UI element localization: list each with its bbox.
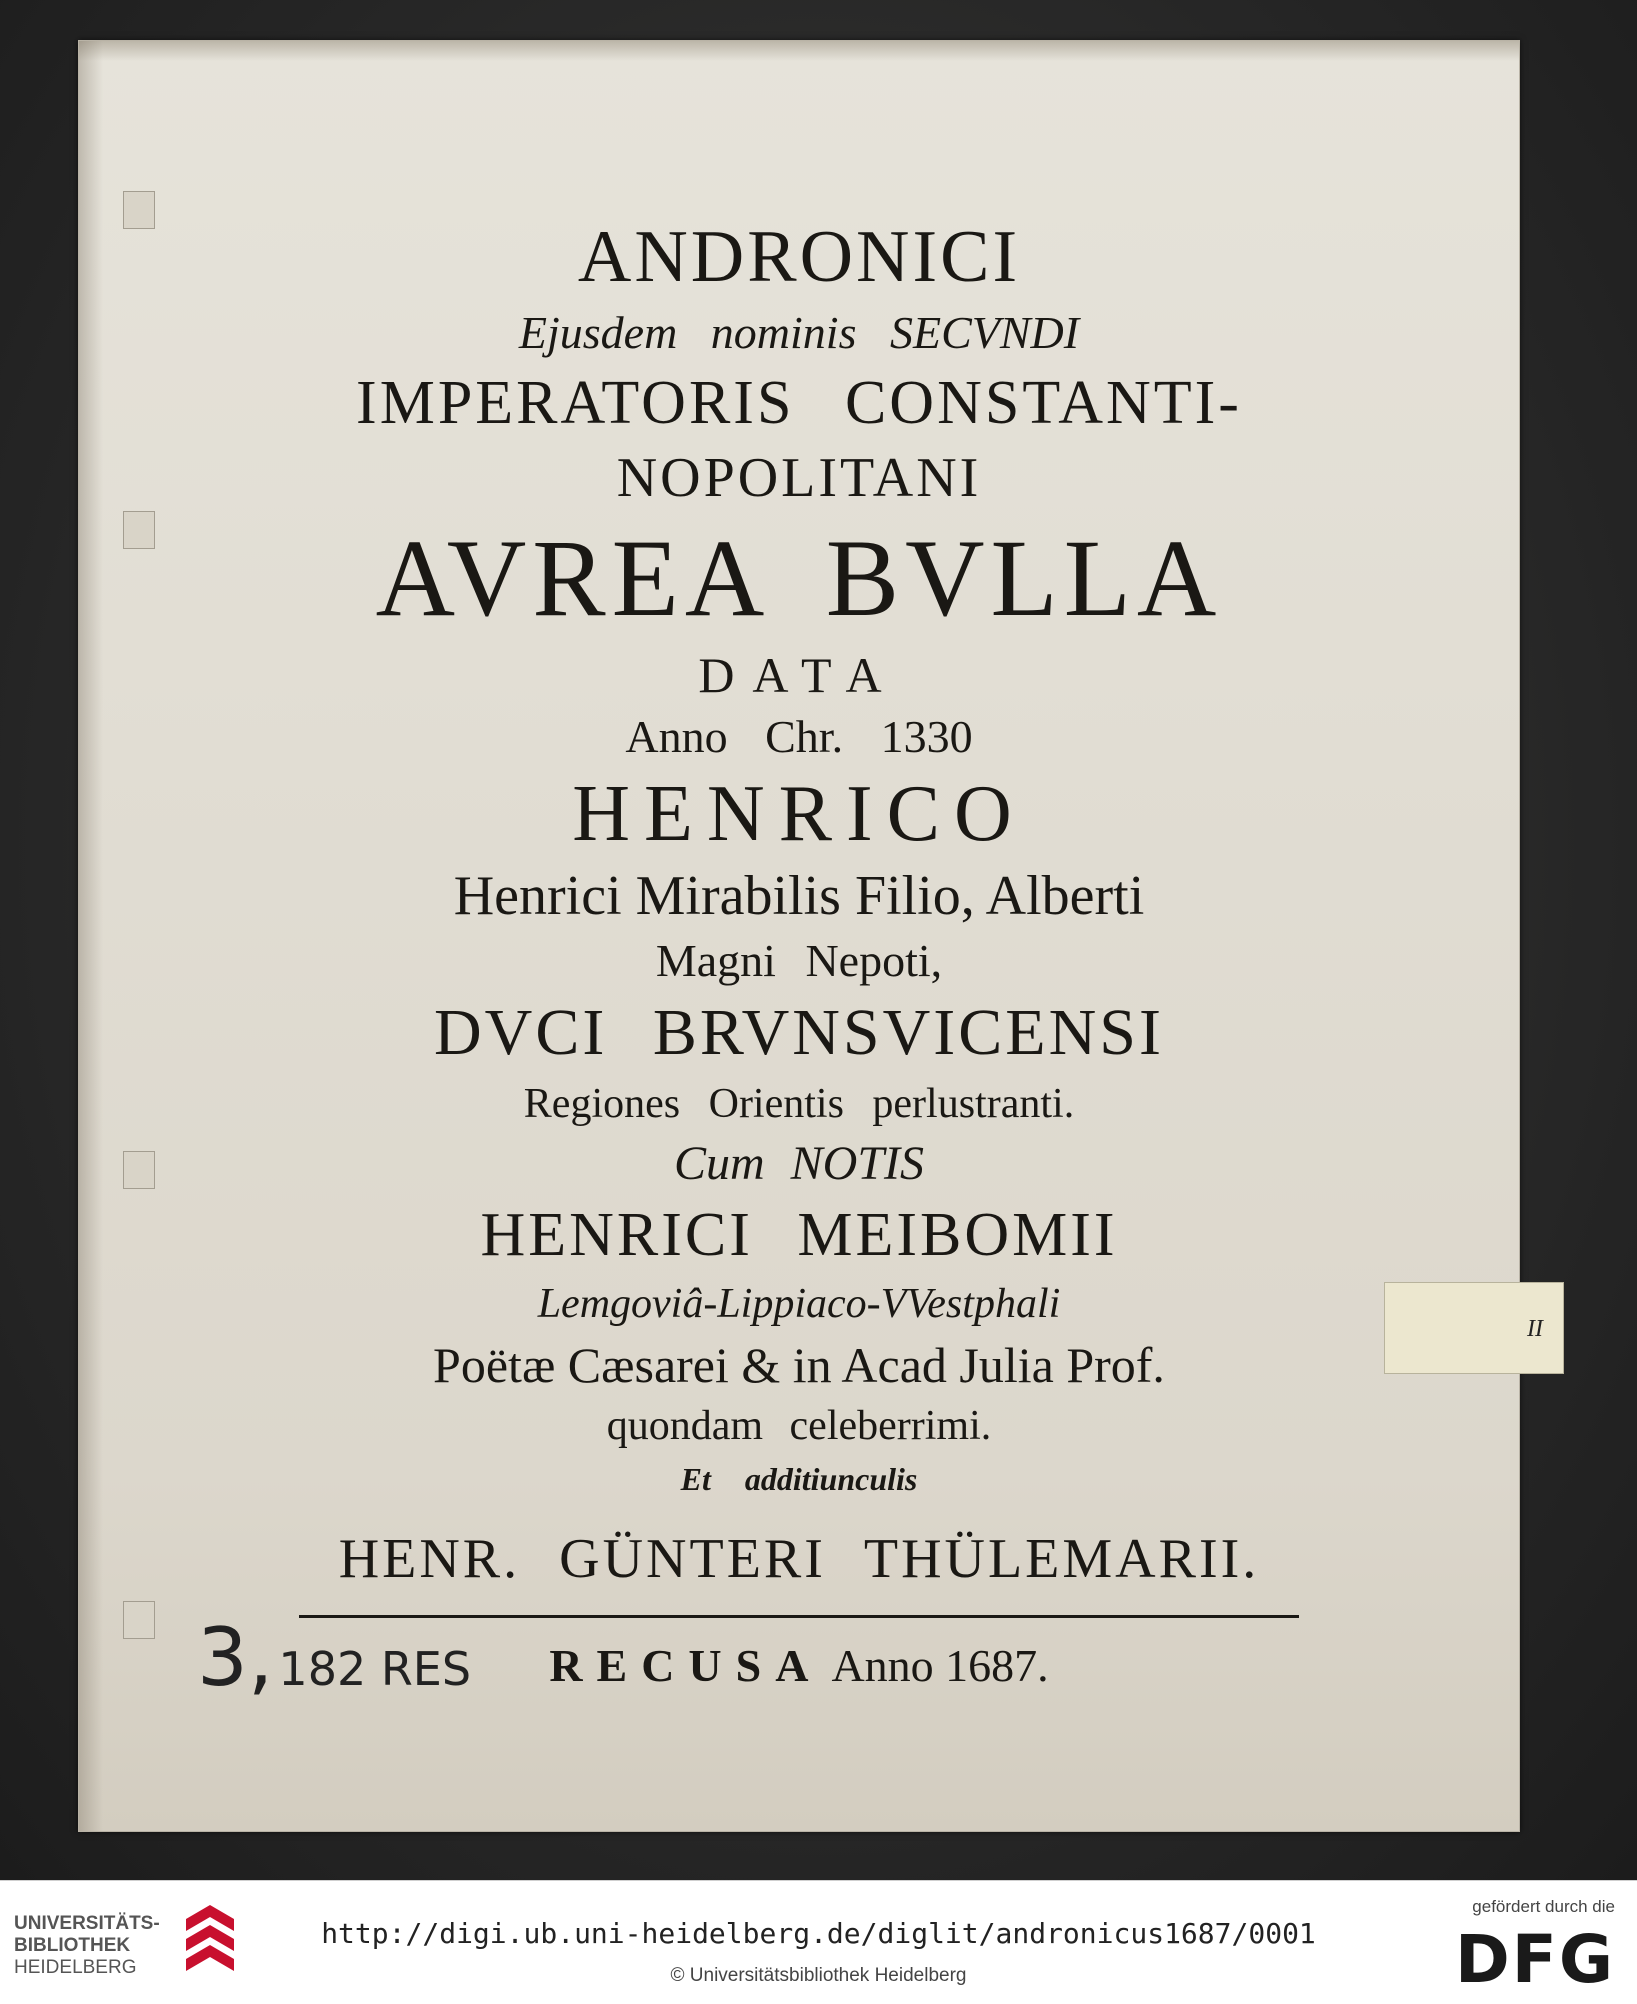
title-line-magni-nepoti: Magni Nepoti,: [655, 935, 943, 986]
title-line-andronici: ANDRONICI: [577, 216, 1021, 298]
library-name-line-1: UNIVERSITÄTS-: [14, 1913, 160, 1934]
title-line-additiunculis: Et additiunculis: [680, 1461, 918, 1497]
imprint-year: Anno 1687.: [831, 1640, 1049, 1691]
title-line-regiones: Regiones Orientis perlustranti.: [523, 1081, 1075, 1127]
title-line-data: DATA: [698, 647, 900, 703]
page-url-link[interactable]: http://digi.ub.uni-heidelberg.de/diglit/andronicus1687/0001: [321, 1917, 1316, 1950]
handwritten-shelfmark: [197, 1611, 471, 1704]
title-line-thulemarii: HENR. GÜNTERI THÜLEMARII.: [338, 1528, 1260, 1590]
shelfmark-number: 3,: [197, 1611, 274, 1704]
title-line-anno-chr: Anno Chr. 1330: [625, 711, 973, 762]
library-name-line-2: BIBLIOTHEK: [14, 1935, 131, 1956]
title-line-lemgovia: Lemgoviâ-Lippiaco-VVestphali: [537, 1281, 1061, 1327]
funding-caption: gefördert durch die: [1472, 1897, 1615, 1916]
title-line-nopolitani: NOPOLITANI: [616, 447, 982, 509]
title-line-ejusdem: Ejusdem nominis SECVNDI: [518, 307, 1080, 358]
title-page: [78, 40, 1520, 1832]
title-line-meibomii: HENRICI MEIBOMII: [480, 1201, 1118, 1269]
title-line-mirabilis: Henrici Mirabilis Filio, Alberti: [453, 865, 1145, 927]
title-line-imperatoris: IMPERATORIS CONSTANTI-: [356, 369, 1242, 437]
title-line-aurea-bulla: AVREA BVLLA: [375, 517, 1223, 639]
title-line-poetae: Poëtæ Cæsarei & in Acad Julia Prof.: [433, 1337, 1165, 1393]
page-top-edge: [79, 41, 1519, 61]
imprint-word: RECUSA: [549, 1640, 823, 1691]
paper-tab: II: [1384, 1282, 1564, 1374]
title-line-duci: DVCI BRVNSVICENSI: [434, 996, 1164, 1069]
title-line-cum-notis: Cum NOTIS: [673, 1137, 925, 1190]
shelfmark-rest: 182 RES: [278, 1642, 472, 1696]
title-text-block: [79, 211, 1519, 1698]
library-name-line-3: HEIDELBERG: [14, 1957, 137, 1978]
title-line-henrico: HENRICO: [572, 770, 1026, 858]
viewer-footer: [0, 1880, 1637, 2004]
dfg-logo[interactable]: DFG: [1454, 1921, 1615, 1998]
title-line-quondam: quondam celeberrimi.: [606, 1403, 992, 1449]
copyright-notice: © Universitätsbibliothek Heidelberg: [670, 1965, 967, 1986]
